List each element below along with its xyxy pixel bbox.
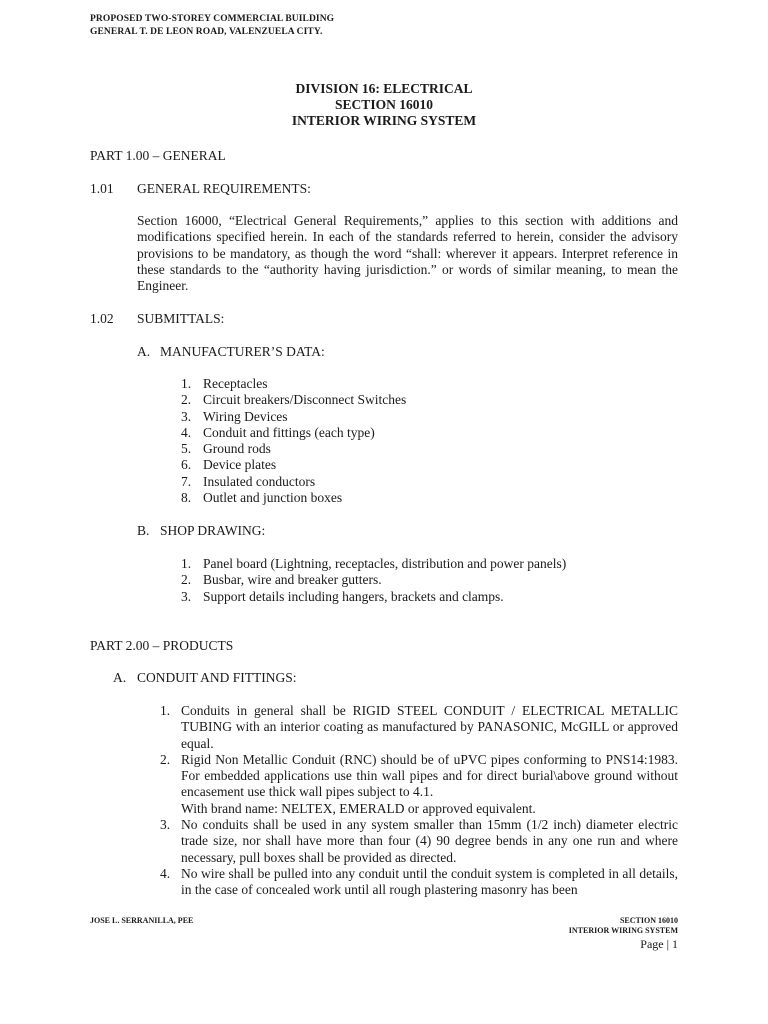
- list-item: [181, 441, 406, 457]
- shop-drawing-list: [181, 556, 566, 605]
- list-item-text: Busbar, wire and breaker gutters.: [203, 572, 382, 588]
- conduit-fittings-list: [160, 703, 678, 899]
- list-item-text: Support details including hangers, brackets and clamps.: [203, 588, 504, 604]
- list-item: [181, 589, 566, 605]
- list-item: [160, 703, 678, 752]
- project-title: PROPOSED TWO-STOREY COMMERCIAL BUILDING: [90, 14, 335, 24]
- footer-section-number: SECTION 16010: [619, 916, 678, 925]
- list-item-number: 1.: [181, 376, 192, 391]
- clause-101-text: Section 16000, “Electrical General Requirements,” applies to this section with additions and modifications specified herein. In each of the standards referred to herein, consider the advisory provisions to be mandatory, as though the word “shall: wherever it appears. Interpret reference in these standards to the “authority having jurisdiction.” or words of similar meaning, to mean the Engineer.: [137, 213, 678, 294]
- list-item-text: Ground rods: [203, 441, 271, 457]
- manufacturers-data-title: MANUFACTURER’S DATA:: [160, 344, 325, 359]
- list-item-text: Panel board (Lightning, receptacles, distribution and power panels): [203, 556, 567, 571]
- list-item-text: No wire shall be pulled into any conduit until the conduit system is completed in all details, in the case of concealed work until all rough plastering masonry has been: [181, 865, 678, 898]
- list-item: [181, 457, 406, 473]
- project-address: GENERAL T. DE LEON ROAD, VALENZUELA CITY.: [90, 27, 323, 37]
- list-item-number: 7.: [181, 473, 192, 489]
- page-number: Page | 1: [640, 937, 678, 951]
- list-item-text: Device plates: [203, 457, 277, 473]
- list-item-number: 6.: [181, 457, 192, 473]
- list-item-text: Receptacles: [203, 376, 268, 391]
- list-item-text: Conduit and fittings (each type): [203, 424, 375, 440]
- list-item-text: No conduits shall be used in any system smaller than 15mm (1/2 inch) diameter electric trade size, nor shall have more than four (4) 90 degree bends in any one run and where necessary, pull boxes shall be provided as directed.: [181, 817, 678, 865]
- list-item: [181, 490, 406, 506]
- list-item-text: Rigid Non Metallic Conduit (RNC) should be of uPVC pipes conforming to PNS14:1983. For embedded applications use thin wall pipes and for direct burial\above ground without encasement use thick wall pipes subject to 4.1.: [181, 751, 678, 800]
- part1-heading: PART 1.00 – GENERAL: [90, 148, 226, 163]
- footer-author: JOSE L. SERRANILLA, PEE: [90, 916, 194, 925]
- list-item-text: Insulated conductors: [203, 473, 316, 489]
- list-item: [160, 752, 678, 817]
- list-item-text: Circuit breakers/Disconnect Switches: [203, 392, 407, 408]
- manufacturers-data-list: [181, 376, 406, 506]
- list-item-text: Conduits in general shall be RIGID STEEL CONDUIT / ELECTRICAL METALLIC TUBING with an interior coating as manufactured by PANASONIC, McGILL or approved equal.: [181, 703, 678, 751]
- list-item-text: Wiring Devices: [203, 408, 288, 424]
- list-item-text: Outlet and junction boxes: [203, 490, 343, 506]
- list-item: [181, 409, 406, 425]
- list-item: [160, 866, 678, 899]
- section-titles: [0, 81, 768, 129]
- conduit-fittings-label: A.: [113, 670, 127, 685]
- list-item-number: 2.: [181, 572, 192, 588]
- list-item-number: 2.: [160, 751, 171, 767]
- footer-section-name: INTERIOR WIRING SYSTEM: [568, 926, 678, 935]
- list-item: [181, 556, 566, 572]
- division-title: DIVISION 16: ELECTRICAL: [295, 81, 473, 96]
- list-item: [181, 376, 406, 392]
- clause-102-number: 1.02: [90, 311, 114, 326]
- part2-heading: PART 2.00 – PRODUCTS: [90, 638, 234, 653]
- section-number: SECTION 16010: [335, 97, 433, 112]
- list-item-number: 3.: [160, 817, 171, 833]
- clause-101-title: GENERAL REQUIREMENTS:: [137, 181, 311, 196]
- footer-section: [569, 916, 678, 936]
- list-item: [181, 425, 406, 441]
- list-item-number: 1.: [181, 556, 192, 571]
- brand-note: With brand name: NELTEX, EMERALD or approved equivalent.: [181, 800, 536, 816]
- section-name: INTERIOR WIRING SYSTEM: [291, 113, 477, 128]
- clause-102-title: SUBMITTALS:: [137, 311, 225, 326]
- list-item-number: 3.: [181, 588, 192, 604]
- list-item-number: 4.: [181, 424, 192, 440]
- list-item-number: 1.: [160, 703, 171, 718]
- list-item-number: 4.: [160, 865, 171, 881]
- shop-drawing-label: B.: [137, 523, 150, 538]
- list-item: [181, 392, 406, 408]
- conduit-fittings-title: CONDUIT AND FITTINGS:: [137, 670, 297, 685]
- list-item-number: 3.: [181, 408, 192, 424]
- manufacturers-data-label: A.: [137, 344, 151, 359]
- list-item: [181, 572, 566, 588]
- shop-drawing-title: SHOP DRAWING:: [160, 523, 266, 538]
- list-item-number: 2.: [181, 392, 192, 408]
- clause-101-number: 1.01: [90, 181, 114, 196]
- project-header: [90, 13, 334, 39]
- list-item: [181, 474, 406, 490]
- list-item-number: 8.: [181, 490, 192, 506]
- list-item-number: 5.: [181, 441, 192, 457]
- list-item: [160, 817, 678, 866]
